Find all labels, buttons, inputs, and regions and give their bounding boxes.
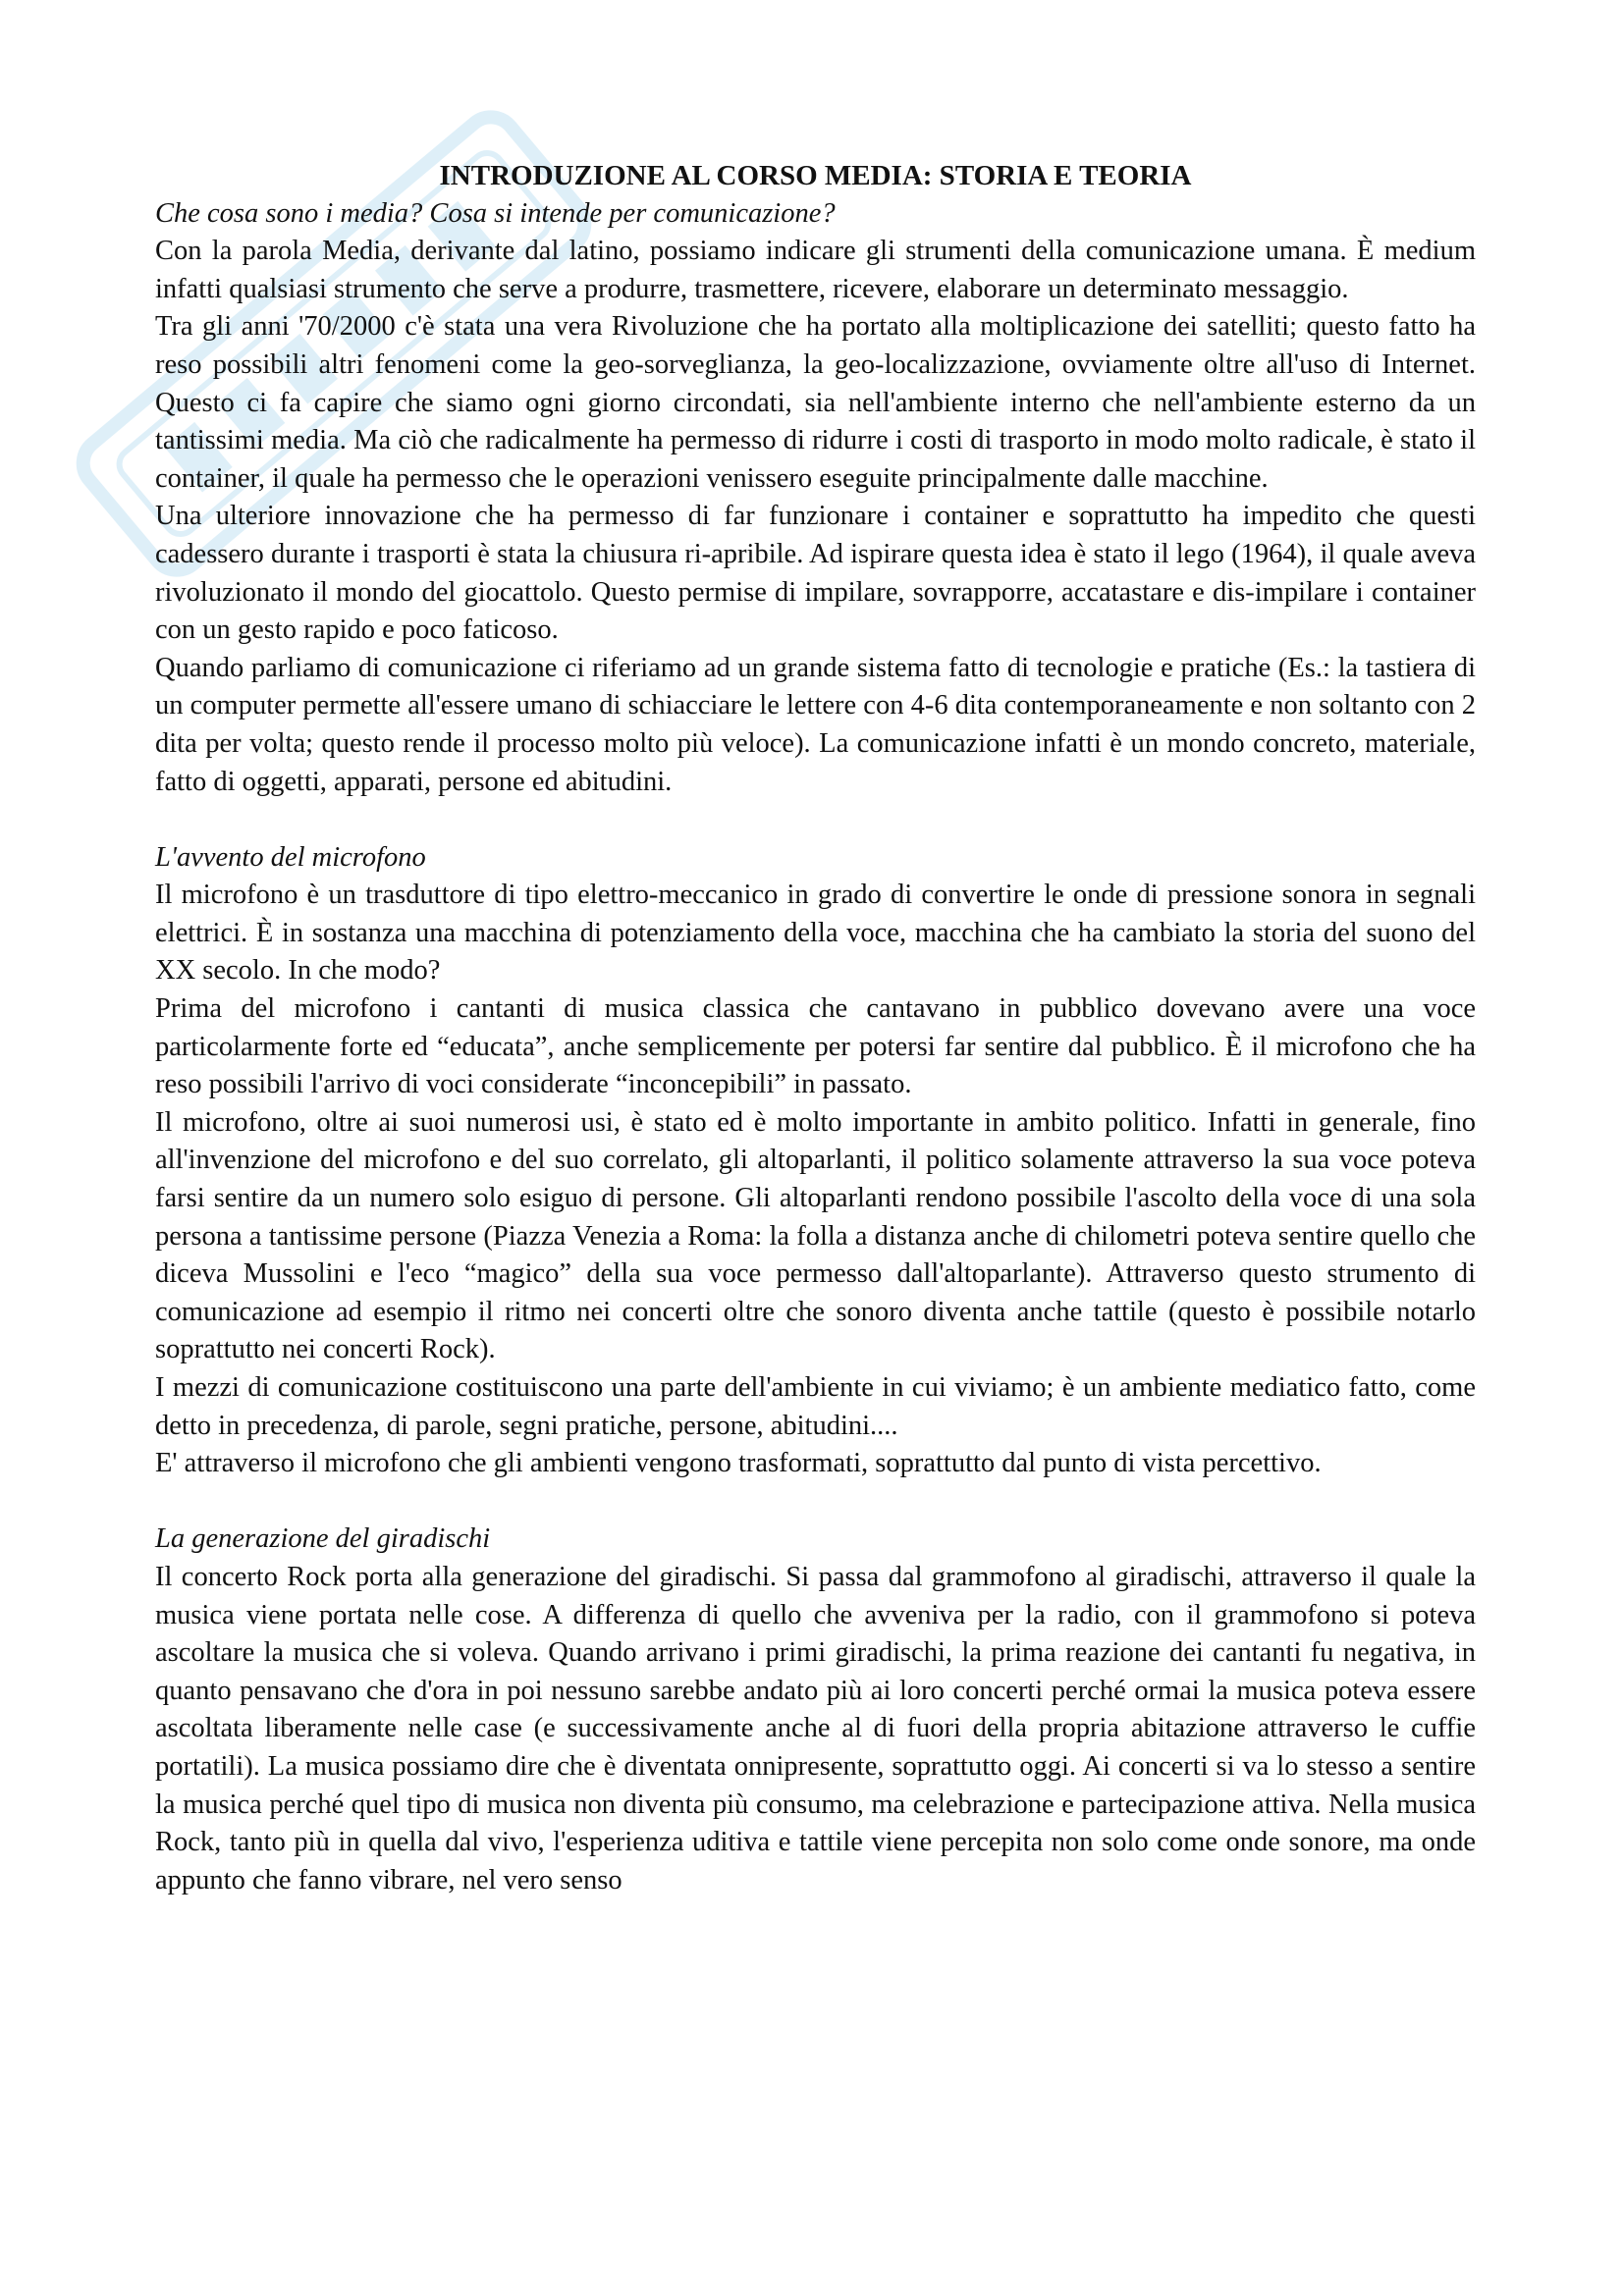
section-spacer	[155, 1483, 1476, 1522]
section-spacer	[155, 801, 1476, 839]
document-subtitle: Che cosa sono i media? Cosa si intende per comunicazione?	[155, 197, 836, 229]
document-title: INTRODUZIONE AL CORSO MEDIA: STORIA E TEORIA	[439, 160, 1192, 191]
section-heading-microfono: L'avvento del microfono	[155, 841, 426, 873]
intro-paragraph: Una ulteriore innovazione che ha permesso di far funzionare i container e soprattutto ha impedito che questi cadessero durante i trasporti è stata la chiusura ri-apribile. Ad ispirare questa idea è stato il lego (1964), il quale aveva rivoluzionato il mondo del giocattolo. Questo permise di impilare, sovrapporre, accatastare e dis-impilare i container con un gesto rapido e poco faticoso.	[155, 501, 1476, 646]
section-paragraph: E' attraverso il microfono che gli ambienti vengono trasformati, soprattutto dal punto di vista percettivo.	[155, 1448, 1322, 1479]
intro-paragraph: Tra gli anni '70/2000 c'è stata una vera Rivoluzione che ha portato alla moltiplicazione dei satelliti; questo fatto ha reso possibili altri fenomeni come la geo-sorveglianza, la geo-localizzazione, ovviamente oltre all'uso di Internet. Questo ci fa capire che siamo ogni giorno circondati, sia nell'ambiente interno che nell'ambiente esterno da un tantissimi media. Ma ciò che radicalmente ha permesso di ridurre i costi di trasporto in modo molto radicale, è stato il container, il quale ha permesso che le operazioni venissero eseguite principalmente dalle macchine.	[155, 311, 1476, 494]
intro-paragraph: Quando parliamo di comunicazione ci riferiamo ad un grande sistema fatto di tecnologie e pratiche (Es.: la tastiera di un computer permette all'essere umano di schiacciare le lettere con 4-6 dita contemporaneamente e non soltanto con 2 dita per volta; questo rende il processo molto più veloce). La comunicazione infatti è un mondo concreto, materiale, fatto di oggetti, apparati, persone ed abitudini.	[155, 652, 1476, 797]
document-page	[155, 157, 1476, 1899]
section-paragraph: I mezzi di comunicazione costituiscono una parte dell'ambiente in cui viviamo; è un ambiente mediatico fatto, come detto in precedenza, di parole, segni pratiche, persone, abitudini....	[155, 1372, 1476, 1441]
section-paragraph: Il microfono è un trasduttore di tipo elettro-meccanico in grado di convertire le onde di pressione sonora in segnali elettrici. È in sostanza una macchina di potenziamento della voce, macchina che ha cambiato la storia del suono del XX secolo. In che modo?	[155, 880, 1476, 987]
section-paragraph: Il concerto Rock porta alla generazione del giradischi. Si passa dal grammofono al giradischi, attraverso il quale la musica viene portata nelle cose. A differenza di quello che avveniva per la radio, con il grammofono si poteva ascoltare la musica che si voleva. Quando arrivano i primi giradischi, la prima reazione dei cantanti fu negativa, in quanto pensavano che d'ora in poi nessuno sarebbe andato più ai loro concerti perché ormai la musica poteva essere ascoltata liberamente nelle case (e successivamente anche al di fuori della propria abitazione attraverso le cuffie portatili). La musica possiamo dire che è diventata onnipresente, soprattutto oggi. Ai concerti si va lo stesso a sentire la musica perché quel tipo di musica non diventa più consumo, ma celebrazione e partecipazione attiva. Nella musica Rock, tanto più in quella dal vivo, l'esperienza uditiva e tattile viene percepita non solo come onde sonore, ma onde appunto che fanno vibrare, nel vero senso	[155, 1561, 1476, 1896]
intro-paragraph: Con la parola Media, derivante dal latino, possiamo indicare gli strumenti della comunicazione umana. È medium infatti qualsiasi strumento che serve a produrre, trasmettere, ricevere, elaborare un determinato messaggio.	[155, 236, 1476, 304]
section-paragraph: Prima del microfono i cantanti di musica classica che cantavano in pubblico dovevano avere una voce particolarmente forte ed “educata”, anche semplicemente per potersi far sentire dal pubblico. È il microfono che ha reso possibili l'arrivo di voci considerate “inconcepibili” in passato.	[155, 993, 1476, 1100]
section-paragraph: Il microfono, oltre ai suoi numerosi usi, è stato ed è molto importante in ambito politico. Infatti in generale, fino all'invenzione del microfono e del suo correlato, gli altoparlanti, il politico solamente attraverso la sua voce poteva farsi sentire da un numero solo esiguo di persone. Gli altoparlanti rendono possibile l'ascolto della voce di una sola persona a tantissime persone (Piazza Venezia a Roma: la folla a distanza anche di chilometri poteva sentire quello che diceva Mussolini e l'eco “magico” della sua voce permesso dall'altoparlante). Attraverso questo strumento di comunicazione ad esempio il ritmo nei concerti oltre che sonoro diventa anche tattile (questo è possibile notarlo soprattutto nei concerti Rock).	[155, 1106, 1476, 1365]
section-heading-giradischi: La generazione del giradischi	[155, 1523, 491, 1555]
